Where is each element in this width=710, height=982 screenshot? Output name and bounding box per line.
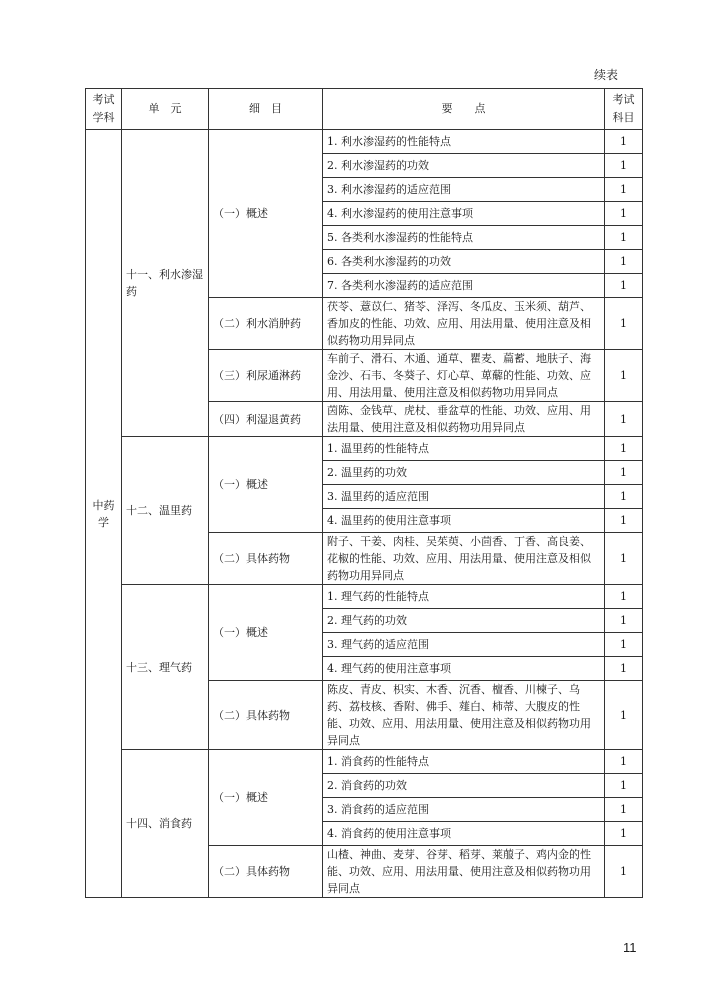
- level-cell: 1: [605, 681, 643, 750]
- point-cell: 2. 利水渗湿药的功效: [323, 154, 605, 178]
- subunit-cell: （一）概述: [209, 437, 323, 533]
- point-cell: 1. 利水渗湿药的性能特点: [323, 130, 605, 154]
- point-cell: 1. 消食药的性能特点: [323, 750, 605, 774]
- point-cell: 陈皮、青皮、枳实、木香、沉香、檀香、川楝子、乌药、荔枝核、香附、佛手、薤白、柿蒂、大腹皮的性能、功效、应用、用法用量、使用注意及相似药物功用异同点: [323, 681, 605, 750]
- level-cell: 1: [605, 846, 643, 898]
- level-cell: 1: [605, 750, 643, 774]
- level-cell: 1: [605, 798, 643, 822]
- point-cell: 1. 温里药的性能特点: [323, 437, 605, 461]
- header-subject: 考试学科: [86, 89, 122, 130]
- level-cell: 1: [605, 774, 643, 798]
- level-cell: 1: [605, 509, 643, 533]
- point-cell: 4. 消食药的使用注意事项: [323, 822, 605, 846]
- point-cell: 1. 理气药的性能特点: [323, 585, 605, 609]
- level-cell: 1: [605, 130, 643, 154]
- page-number: 11: [623, 940, 637, 955]
- table-row: [86, 437, 643, 461]
- level-cell: 1: [605, 461, 643, 485]
- subject-cell: 中药学: [86, 130, 122, 898]
- subunit-cell: （二）具体药物: [209, 846, 323, 898]
- level-cell: 1: [605, 202, 643, 226]
- level-cell: 1: [605, 437, 643, 461]
- level-cell: 1: [605, 154, 643, 178]
- subunit-cell: （一）概述: [209, 750, 323, 846]
- point-cell: 6. 各类利水渗湿药的功效: [323, 250, 605, 274]
- point-cell: 山楂、神曲、麦芽、谷芽、稻芽、莱菔子、鸡内金的性能、功效、应用、用法用量、使用注意及相似药物功用异同点: [323, 846, 605, 898]
- subunit-cell: （一）概述: [209, 585, 323, 681]
- point-cell: 2. 理气药的功效: [323, 609, 605, 633]
- point-cell: 车前子、滑石、木通、通草、瞿麦、萹蓄、地肤子、海金沙、石韦、冬葵子、灯心草、萆薢的性能、功效、应用、用法用量、使用注意及相似药物功用异同点: [323, 350, 605, 402]
- level-cell: 1: [605, 350, 643, 402]
- level-cell: 1: [605, 226, 643, 250]
- level-cell: 1: [605, 657, 643, 681]
- table-header-row: [86, 89, 643, 130]
- subunit-cell: （二）具体药物: [209, 681, 323, 750]
- subunit-cell: （二）具体药物: [209, 533, 323, 585]
- point-cell: 茯苓、薏苡仁、猪苓、泽泻、冬瓜皮、玉米须、葫芦、香加皮的性能、功效、应用、用法用量、使用注意及相似药物功用异同点: [323, 298, 605, 350]
- point-cell: 2. 温里药的功效: [323, 461, 605, 485]
- point-cell: 4. 理气药的使用注意事项: [323, 657, 605, 681]
- table-row: [86, 585, 643, 609]
- subunit-cell: （四）利湿退黄药: [209, 402, 323, 437]
- level-cell: 1: [605, 585, 643, 609]
- point-cell: 3. 利水渗湿药的适应范围: [323, 178, 605, 202]
- subunit-cell: （一）概述: [209, 130, 323, 298]
- point-cell: 3. 理气药的适应范围: [323, 633, 605, 657]
- subunit-cell: （二）利水消肿药: [209, 298, 323, 350]
- table-row: [86, 130, 643, 154]
- table-row: [86, 750, 643, 774]
- table-body: [86, 130, 643, 898]
- level-cell: 1: [605, 402, 643, 437]
- header-unit: 单 元: [122, 89, 209, 130]
- level-cell: 1: [605, 485, 643, 509]
- point-cell: 4. 利水渗湿药的使用注意事项: [323, 202, 605, 226]
- level-cell: 1: [605, 822, 643, 846]
- header-level: 考试科目: [605, 89, 643, 130]
- header-points: 要 点: [323, 89, 605, 130]
- unit-cell: 十三、理气药: [122, 585, 209, 750]
- unit-cell: 十一、利水渗湿药: [122, 130, 209, 437]
- point-cell: 茵陈、金钱草、虎杖、垂盆草的性能、功效、应用、用法用量、使用注意及相似药物功用异同点: [323, 402, 605, 437]
- level-cell: 1: [605, 298, 643, 350]
- point-cell: 4. 温里药的使用注意事项: [323, 509, 605, 533]
- level-cell: 1: [605, 274, 643, 298]
- level-cell: 1: [605, 609, 643, 633]
- point-cell: 5. 各类利水渗湿药的性能特点: [323, 226, 605, 250]
- unit-cell: 十二、温里药: [122, 437, 209, 585]
- point-cell: 3. 温里药的适应范围: [323, 485, 605, 509]
- point-cell: 2. 消食药的功效: [323, 774, 605, 798]
- level-cell: 1: [605, 633, 643, 657]
- point-cell: 附子、干姜、肉桂、吴茱萸、小茴香、丁香、高良姜、花椒的性能、功效、应用、用法用量、使用注意及相似药物功用异同点: [323, 533, 605, 585]
- point-cell: 7. 各类利水渗湿药的适应范围: [323, 274, 605, 298]
- level-cell: 1: [605, 533, 643, 585]
- subunit-cell: （三）利尿通淋药: [209, 350, 323, 402]
- continued-label: 续表: [594, 68, 619, 82]
- unit-cell: 十四、消食药: [122, 750, 209, 898]
- point-cell: 3. 消食药的适应范围: [323, 798, 605, 822]
- level-cell: 1: [605, 250, 643, 274]
- header-subunit: 细 目: [209, 89, 323, 130]
- level-cell: 1: [605, 178, 643, 202]
- syllabus-table: [85, 88, 643, 898]
